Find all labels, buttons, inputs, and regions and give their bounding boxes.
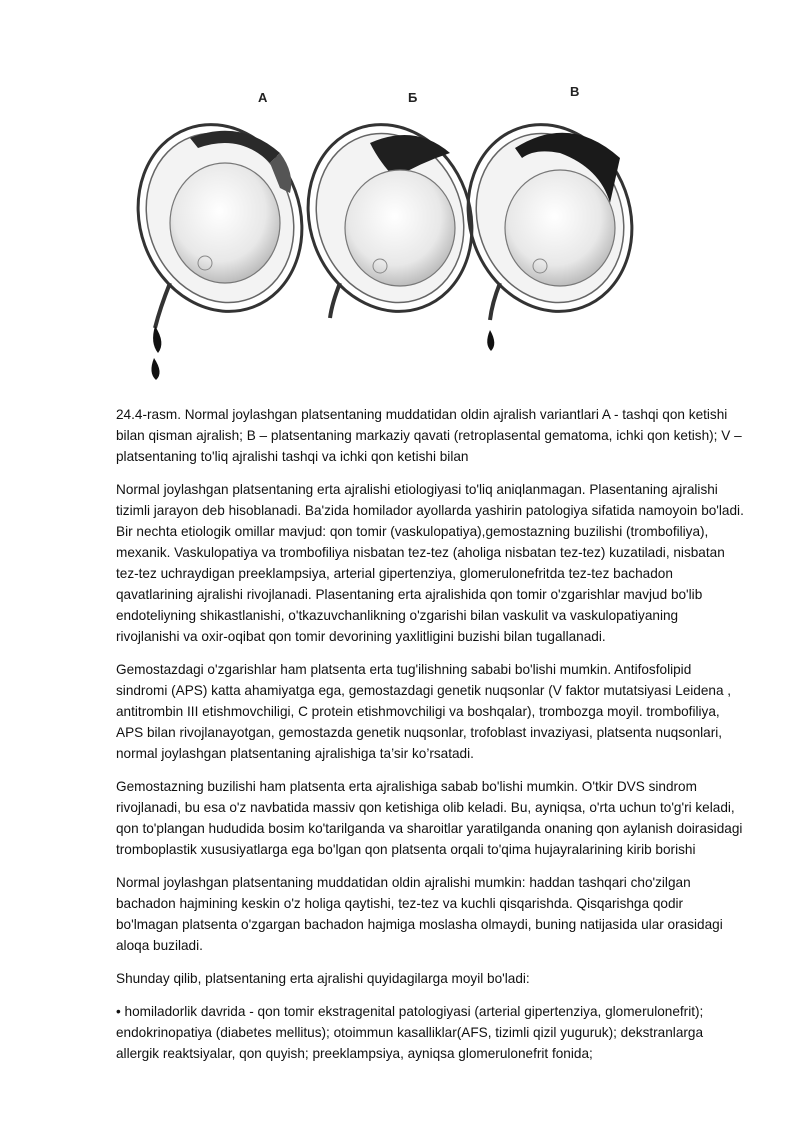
- placental-abruption-figure: [130, 78, 630, 378]
- figure-label-v: В: [570, 84, 580, 99]
- paragraph-predisposition: Shunday qilib, platsentaning erta ajralishi quyidagilarga moyil bo'ladi:: [116, 971, 530, 986]
- uterus-b-icon: [282, 101, 497, 334]
- figure-caption: 24.4-rasm. Normal joylashgan platsentaning muddatidan oldin ajralish variantlari A - tashqi qon ketishi bilan qisman ajralish; B – platsentaning markaziy qavati (retroplasental gematoma, ichki qon ketish); V – platsentaning to'liq ajralishi tashqi va ichki qon ketishi bilan: [116, 407, 742, 464]
- paragraph-mechanical: Normal joylashgan platsentaning muddatidan oldin ajralishi mumkin: haddan tashqari cho'zilgan bachadon hajmining keskin o'z holiga qaytishi, tez-tez va kuchli qisqarishda. Qisqarishga qodir bo'lmagan platsenta o'zgargan bachadon hajmiga moslasha olmaydi, buning natijasida ular orasidagi aloqa buziladi.: [116, 875, 723, 953]
- list-item: • homiladorlik davrida - qon tomir ekstragenital patologiyasi (arterial gipertenziya, glomerulonefrit); endokrinopatiya (diabetes mellitus); otoimmun kasalliklar(AFS, tizimli qizil yuguruk); dekstranlarga allergik reaktsiyalar, qon quyish; preeklampsiya, ayniqsa glomerulonefrit fonida;: [116, 1004, 704, 1061]
- paragraph-etiology: Normal joylashgan platsentaning erta ajralishi etiologiyasi to'liq aniqlanmagan. Plasentaning ajralishi tizimli jarayon deb hisoblanadi. Ba'zida homilador ayollarda yashirin patologiya sifatida namoyoin bo'ladi. Bir nechta etiologik omillar mavjud: qon tomir (vaskulopatiya),gemostazning buzilishi (trombofiliya), mexanik. Vaskulopatiya va trombofiliya nisbatan tez-tez (aholiga nisbatan tez-tez) kuzatiladi, nisbatan tez-tez uchraydigan preeklampsiya, arterial gipertenziya, glomerulonefritda tez-tez bachadon qavatlarining ajralishi rivojlanadi. Plasentaning erta ajralishida qon tomir o'zgarishlar mavjud bo'lib endoteliyning shikastlanishi, o'tkazuvchanlikning o'zgarishi bilan vaskulit va vaskulopatiyaning rivojlanishi va oxir-oqibat qon tomir devorining yaxlitligini buzishi bilan tugallanadi.: [116, 482, 744, 644]
- paragraph-hemostasis: Gemostazdagi o'zgarishlar ham platsenta erta tug'ilishning sababi bo'lishi mumkin. Antifosfolipid sindromi (APS) katta ahamiyatga ega, gemostazdagi genetik nuqsonlar (V faktor mutatsiyasi Leidena , antitrombin III etishmovchiligi, C protein etishmovchiligi va boshqalar), trombozga moyil. trombofiliya, APS bilan rivojlanayotgan, gemostazda genetik nuqsonlar, trofoblast invaziyasi, platsenta nuqsonlari, normal joylashgan platsentaning ajralishiga ta’sir ko’rsatadi.: [116, 662, 732, 761]
- paragraph-dvs: Gemostazning buzilishi ham platsenta erta ajralishiga sabab bo'lishi mumkin. O'tkir DVS sindrom rivojlanadi, bu esa o'z navbatida massiv qon ketishiga olib keladi. Bu, ayniqsa, o'rta uchun to'g'ri keladi, qon to'plangan hududida bosim ko'tarilganda va sharoitlar yaratilganda onaning qon aylanish doirasidagi tromboplastik xususiyatlarga ega bo'lgan qon platsenta orqali to'qima hujayralarining kirib borishi: [116, 779, 743, 857]
- uterus-a-icon: [112, 101, 327, 380]
- figure-illustration: [130, 78, 630, 378]
- figure-label-a: А: [258, 90, 268, 105]
- figure-label-b: Б: [408, 90, 418, 105]
- uterus-v-icon: [442, 101, 657, 351]
- body-text: [116, 404, 744, 1076]
